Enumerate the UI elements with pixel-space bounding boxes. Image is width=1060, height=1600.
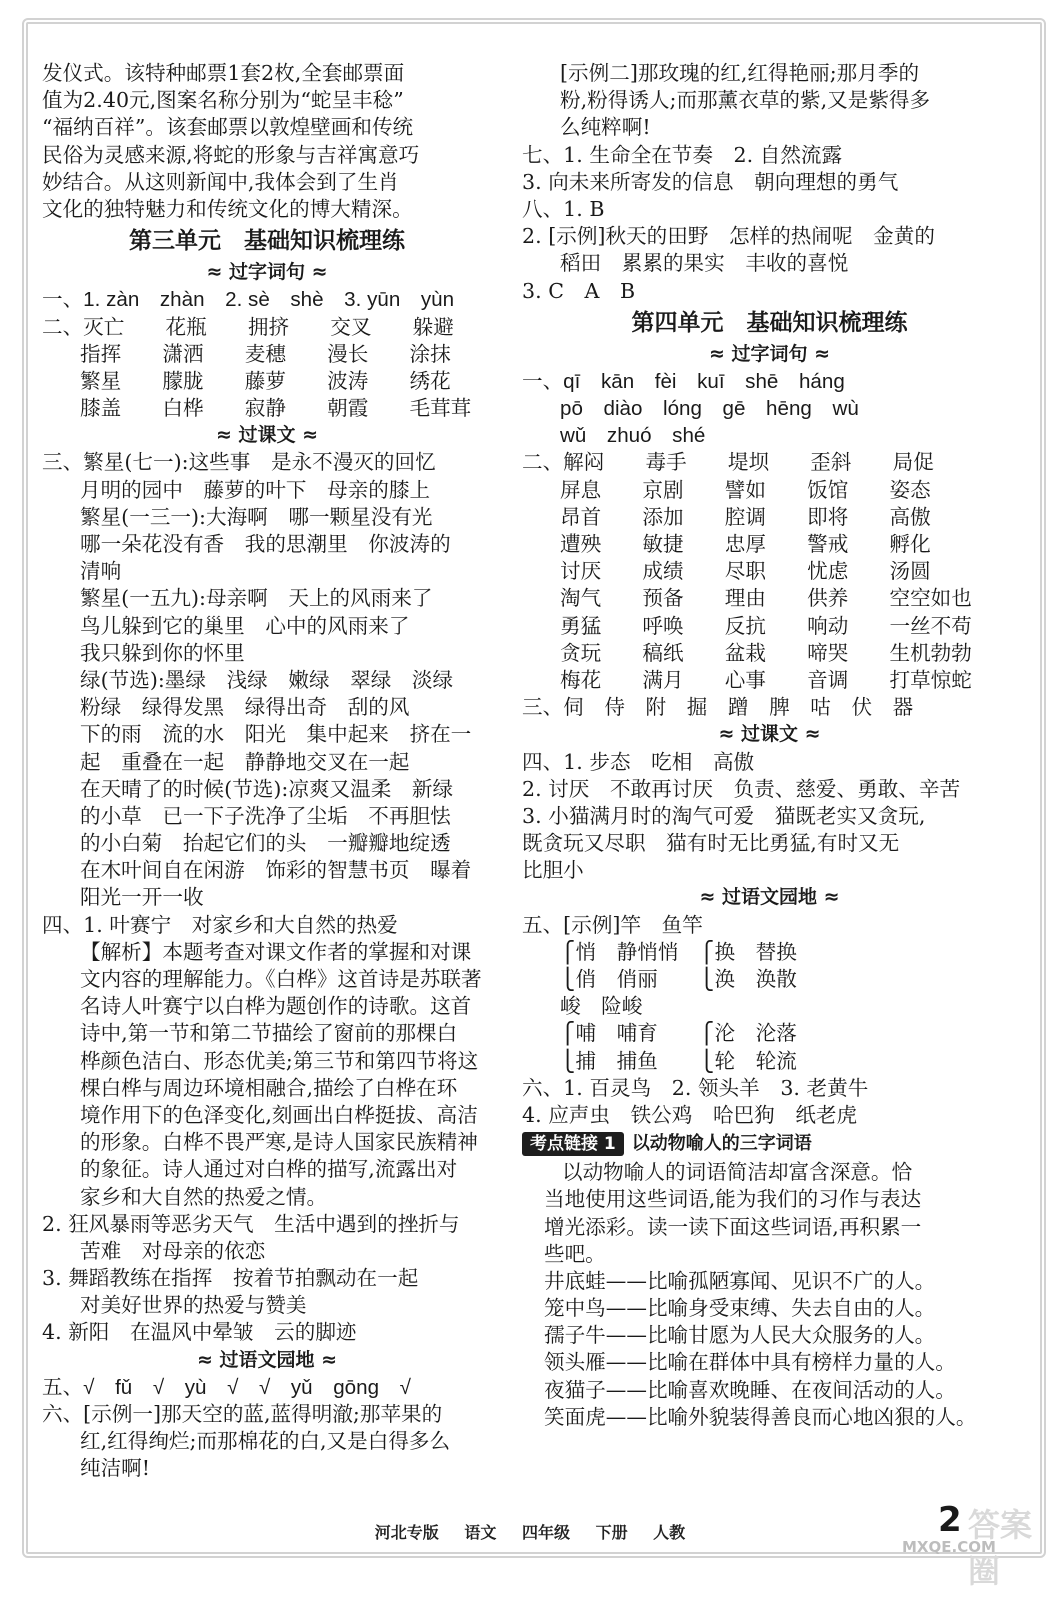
text-line: 以动物喻人的词语简洁却富含深意。恰	[562, 1160, 913, 1185]
text-line: 纯洁啊!	[80, 1456, 151, 1481]
text-line: 屏息 京剧 譬如 饭馆 姿态	[560, 477, 931, 502]
text-line: ⎩捕 捕鱼 ⎩轮 轮流	[560, 1048, 797, 1073]
text-line: 三、繁星(七一):这些事 是永不漫灭的回忆	[42, 450, 436, 475]
text-line: 一、1. zàn zhàn 2. sè shè 3. yūn yùn	[42, 288, 455, 312]
text-line: 清响	[80, 559, 122, 584]
text-line: ⎧悄 静悄悄 ⎧换 替换	[560, 939, 797, 964]
text-line: 繁星(一三一):大海啊 哪一颗星没有光	[80, 504, 433, 529]
text-line: 二、解闷 毒手 堤坝 歪斜 局促	[522, 450, 934, 475]
text-line: ⎩俏 俏丽 ⎩涣 涣散	[560, 967, 797, 991]
text-line: 峻 险峻	[560, 994, 643, 1019]
text-line: 红,红得绚烂;而那棉花的白,又是白得多么	[80, 1429, 451, 1454]
text-line: 讨厌 成绩 尽职 忧虑 汤圆	[560, 559, 931, 584]
text-line: 领头雁——比喻在群体中具有榜样力量的人。	[544, 1350, 956, 1375]
text-line: 3. 向未来所寄发的信息 朝向理想的勇气	[522, 169, 899, 194]
text-line: 3. C A B	[522, 278, 636, 303]
subsection-heading: ≈ 过课文 ≈	[718, 723, 821, 746]
subsection-heading: ≈ 过字词句 ≈	[708, 342, 831, 365]
subsection-heading: ≈ 过字词句 ≈	[206, 261, 328, 284]
text-line: 的小草 已一下子洗净了尘垢 不再胆怯	[80, 803, 451, 828]
text-line: 粉,粉得诱人;而那薰衣草的紫,又是紫得多	[560, 88, 931, 113]
text-line: 桦颜色洁白、形态优美;第三节和第四节将这	[80, 1048, 479, 1073]
right-column	[522, 60, 1017, 1431]
text-line: 六、1. 百灵鸟 2. 领头羊 3. 老黄牛	[522, 1075, 869, 1100]
key-point-title: 以动物喻人的三字词语	[631, 1133, 812, 1155]
text-line: 在木叶间自在闲游 饰彩的智慧书页 曝着	[80, 858, 472, 883]
text-line: 4. 新阳 在温风中晕皱 云的脚迹	[42, 1320, 357, 1345]
text-line: 苦难 对母亲的依恋	[80, 1238, 266, 1263]
text-line: 些吧。	[544, 1241, 606, 1266]
text-line: 五、√ fǔ √ yù √ √ yǔ gōng √	[42, 1375, 411, 1399]
text-line: 2. 讨厌 不敢再讨厌 负责、慈爱、勇敢、辛苦	[522, 776, 961, 801]
text-line: 我只躲到你的怀里	[80, 640, 245, 665]
text-line: 家乡和大自然的热爱之情。	[80, 1184, 328, 1209]
text-line: wǔ zhuó shé	[560, 424, 706, 448]
text-line: 在天晴了的时候(节选):凉爽又温柔 新绿	[80, 776, 454, 801]
text-line: 四、1. 叶赛宁 对家乡和大自然的热爱	[42, 912, 398, 937]
text-line: 起 重叠在一起 静静地交叉在一起	[80, 749, 410, 774]
watermark-text: MXQE.COM	[902, 1538, 996, 1556]
text-line: [示例二]那玫瑰的红,红得艳丽;那月季的	[560, 61, 920, 85]
text-line: 的小白菊 抬起它们的头 一瓣瓣地绽透	[80, 831, 451, 856]
text-line: 贪玩 稿纸 盆栽 啼哭 生机勃勃	[560, 640, 972, 665]
text-line: 膝盖 白桦 寂静 朝霞 毛茸茸	[80, 396, 472, 421]
watermark-logo: 答案圈	[968, 1506, 1033, 1590]
text-line: 四、1. 步态 吃相 高傲	[522, 749, 755, 774]
footer-edition: 河北专版	[374, 1523, 439, 1542]
section-heading: 第四单元 基础知识梳理练	[631, 309, 908, 336]
text-line: 阳光一开一收	[80, 885, 204, 910]
text-line: 繁星(一五九):母亲啊 天上的风雨来了	[80, 586, 433, 611]
footer-subject: 语文	[464, 1523, 497, 1542]
text-line: 七、1. 生命全在节奏 2. 自然流露	[522, 142, 843, 167]
text-line: 增光添彩。读一读下面这些词语,再积累一	[544, 1214, 922, 1239]
text-line: 2. 狂风暴雨等恶劣天气 生活中遇到的挫折与	[42, 1211, 460, 1236]
text-line: ⎧哺 哺育 ⎧沦 沦落	[560, 1021, 797, 1046]
text-line: 发仪式。该特种邮票1套2枚,全套邮票面	[42, 61, 405, 85]
text-line: 文内容的理解能力。《白桦》这首诗是苏联著	[80, 967, 482, 991]
text-line: 六、[示例一]那天空的蓝,蓝得明澈;那苹果的	[42, 1402, 443, 1426]
text-line: 境作用下的色泽变化,刻画出白桦挺拔、高洁	[80, 1102, 478, 1127]
text-line: 既贪玩又尽职 猫有时无比勇猛,有时又无	[522, 831, 900, 856]
text-line: 夜猫子——比喻喜欢晚睡、在夜间活动的人。	[544, 1377, 956, 1402]
footer-grade: 四年级	[521, 1523, 570, 1542]
text-line: 【解析】本题考查对课文作者的掌握和对课	[80, 939, 472, 964]
text-line: 二、灭亡 花瓶 拥挤 交叉 躲避	[42, 314, 454, 339]
text-line: 梅花 满月 心事 音调 打草惊蛇	[560, 667, 972, 692]
text-line: 月明的园中 藤萝的叶下 母亲的膝上	[80, 477, 431, 502]
section-heading: 第三单元 基础知识梳理练	[129, 228, 405, 255]
text-line: 文化的独特魅力和传统文化的博大精深。	[42, 196, 413, 221]
text-line: 勇猛 呼唤 反抗 响动 一丝不苟	[560, 613, 972, 638]
text-line: 八、1. B	[522, 196, 605, 221]
text-line: 比胆小	[522, 858, 584, 883]
text-line: 么纯粹啊!	[560, 115, 651, 140]
text-line: 粉绿 绿得发黑 绿得出奇 刮的风	[80, 695, 410, 720]
text-line: 诗中,第一节和第二节描绘了窗前的那棵白	[80, 1021, 458, 1046]
text-line: 名诗人叶赛宁以白桦为题创作的诗歌。这首	[80, 994, 472, 1019]
text-line: 对美好世界的热爱与赞美	[80, 1293, 307, 1318]
text-line: 繁星 朦胧 藤萝 波涛 绣花	[80, 368, 451, 393]
text-line: 一、qī kān fèi kuī shē háng	[522, 369, 845, 393]
text-line: 遭殃 敏捷 忠厚 警戒 孵化	[560, 532, 931, 556]
text-line: 淘气 预备 理由 供养 空空如也	[560, 586, 972, 611]
text-line: 三、伺 侍 附 掘 蹭 脾 咕 伏 器	[522, 695, 914, 720]
text-line: 五、[示例]竿 鱼竿	[522, 912, 703, 937]
text-line: 3. 小猫满月时的淘气可爱 猫既老实又贪玩,	[522, 803, 926, 828]
text-line: “福纳百祥”。该套邮票以敦煌壁画和传统	[42, 115, 414, 140]
text-line: 笑面虎——比喻外貌装得善良而心地凶狠的人。	[544, 1404, 977, 1429]
text-line: 棵白桦与周边环境相融合,描绘了白桦在环	[80, 1075, 458, 1100]
text-line: 2. [示例]秋天的田野 怎样的热闹呢 金黄的	[522, 224, 935, 249]
footer-term: 下册	[595, 1523, 628, 1542]
text-line: 值为2.40元,图案名称分别为“蛇呈丰稔”	[42, 88, 404, 113]
text-line: 的形象。白桦不畏严寒,是诗人国家民族精神	[80, 1130, 478, 1155]
text-line: 指挥 潇洒 麦穗 漫长 涂抹	[80, 341, 451, 366]
text-line: 昂首 添加 腔调 即将 高傲	[560, 504, 931, 529]
page-number: 2	[938, 1500, 962, 1540]
key-point-banner	[522, 1129, 1017, 1159]
left-column	[42, 60, 492, 1483]
text-line: 下的雨 流的水 阳光 集中起来 挤在一	[80, 722, 472, 747]
subsection-heading: ≈ 过语文园地 ≈	[196, 1348, 338, 1371]
text-line: 井底蛙——比喻孤陋寡闻、见识不广的人。	[544, 1268, 936, 1293]
text-line: pō diào lóng gē hēng wù	[560, 397, 859, 421]
text-line: 的象征。诗人通过对白桦的描写,流露出对	[80, 1157, 458, 1182]
text-line: 哪一朵花没有香 我的思潮里 你波涛的	[80, 532, 451, 556]
text-line: 妙结合。从这则新闻中,我体会到了生肖	[42, 169, 399, 194]
text-line: 4. 应声虫 铁公鸡 哈巴狗 纸老虎	[522, 1102, 858, 1127]
text-line: 笼中鸟——比喻身受束缚、失去自由的人。	[544, 1296, 936, 1321]
subsection-heading: ≈ 过语文园地 ≈	[699, 886, 840, 909]
key-point-tag: 考点链接 1	[522, 1132, 624, 1156]
text-line: 绿(节选):墨绿 浅绿 嫩绿 翠绿 淡绿	[80, 667, 454, 692]
text-line: 孺子牛——比喻甘愿为人民大众服务的人。	[544, 1323, 936, 1348]
text-line: 鸟儿躲到它的巢里 心中的风雨来了	[80, 613, 410, 638]
footer-publisher: 人教	[653, 1523, 686, 1542]
text-line: 当地使用这些词语,能为我们的习作与表达	[544, 1187, 922, 1212]
text-line: 民俗为灵感来源,将蛇的形象与吉祥寓意巧	[42, 142, 420, 167]
subsection-heading: ≈ 过课文 ≈	[215, 424, 319, 447]
text-line: 稻田 累累的果实 丰收的喜悦	[560, 251, 849, 276]
footer	[0, 1520, 1060, 1543]
text-line: 3. 舞蹈教练在指挥 按着节拍飘动在一起	[42, 1266, 419, 1291]
